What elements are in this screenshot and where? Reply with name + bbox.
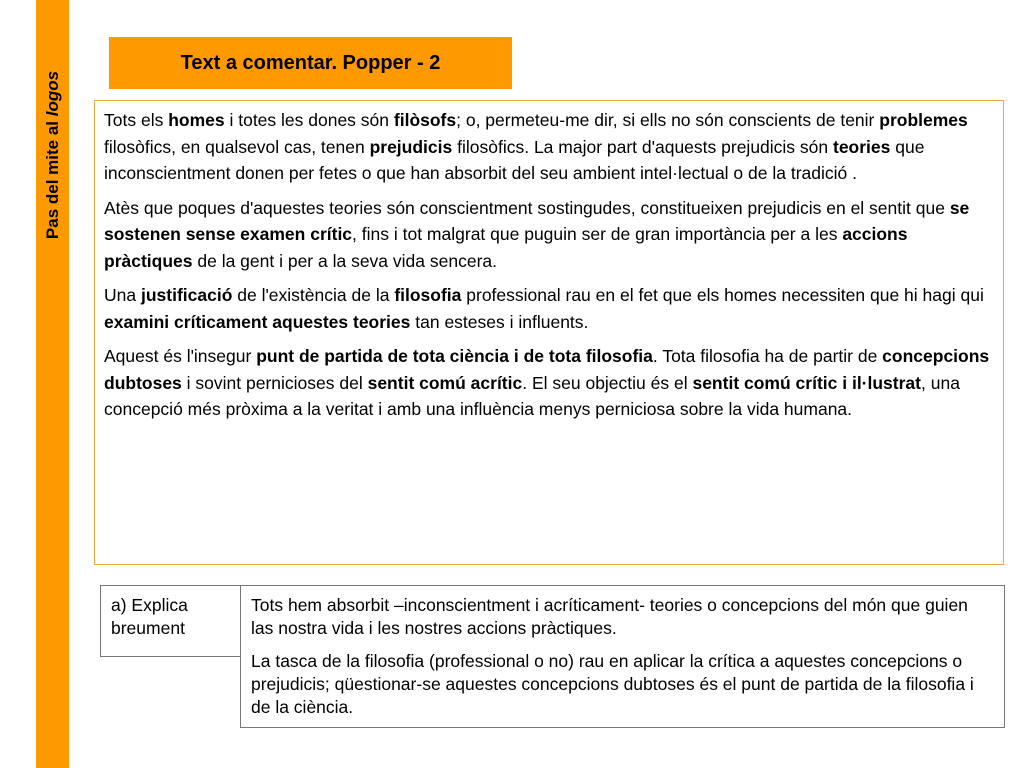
sidebar <box>36 0 69 768</box>
quote-paragraph-4: Aquest és l'insegur punt de partida de tota ciència i de tota filosofia. Tota filosofia ha de partir de concepcions dubtoses i sovint pernicioses del sentit comú acrític. El seu objectiu és el sentit comú crític i il·lustrat, una concepció més pròxima a la veritat i amb una influència menys perniciosa sobre la vida humana. <box>104 346 990 419</box>
sidebar-title: Pas del mite al logos <box>42 70 62 240</box>
question-answer-table <box>100 585 1005 728</box>
question-label-spacer <box>101 657 241 728</box>
quote-text-box <box>94 100 1004 565</box>
quote-paragraph-2: Atès que poques d'aquestes teories són conscientment sostingudes, constitueixen prejudicis en el sentit que se sostenen sense examen crític, fins i tot malgrat que puguin ser de gran importància per a les accions pràctiques de la gent i per a la seva vida sencera. <box>104 197 970 271</box>
question-label: a) Explica breument <box>101 586 241 657</box>
slide-title: Text a comentar. Popper - 2 <box>180 51 441 74</box>
answer-cell <box>241 586 1005 728</box>
answer-paragraph-2: La tasca de la filosofia (professional o no) rau en aplicar la crítica a aquestes concepcions o prejudicis; qüestionar-se aquestes concepcions dubtoses és el punt de partida de la filosofia i de la ciència. <box>251 651 974 717</box>
quote-paragraph-1: Tots els homes i totes les dones són filòsofs; o, permeteu-me dir, si ells no són conscients de tenir problemes filosòfics, en qualsevol cas, tenen prejudicis filosòfics. La major part d'aquests prejudicis són teories que inconscientment donen per fetes o que han absorbit del seu ambient intel·lectual o de la tradició . <box>104 110 968 183</box>
quote-paragraph-3: Una justificació de l'existència de la filosofia professional rau en el fet que els homes necessiten que hi hagi qui examini críticament aquestes teories tan esteses i influents. <box>104 285 984 332</box>
answer-paragraph-1: Tots hem absorbit –inconscientment i acríticament- teories o concepcions del món que guien las nostra vida i les nostres accions pràctiques. <box>251 595 968 638</box>
slide-title-box <box>109 37 512 89</box>
